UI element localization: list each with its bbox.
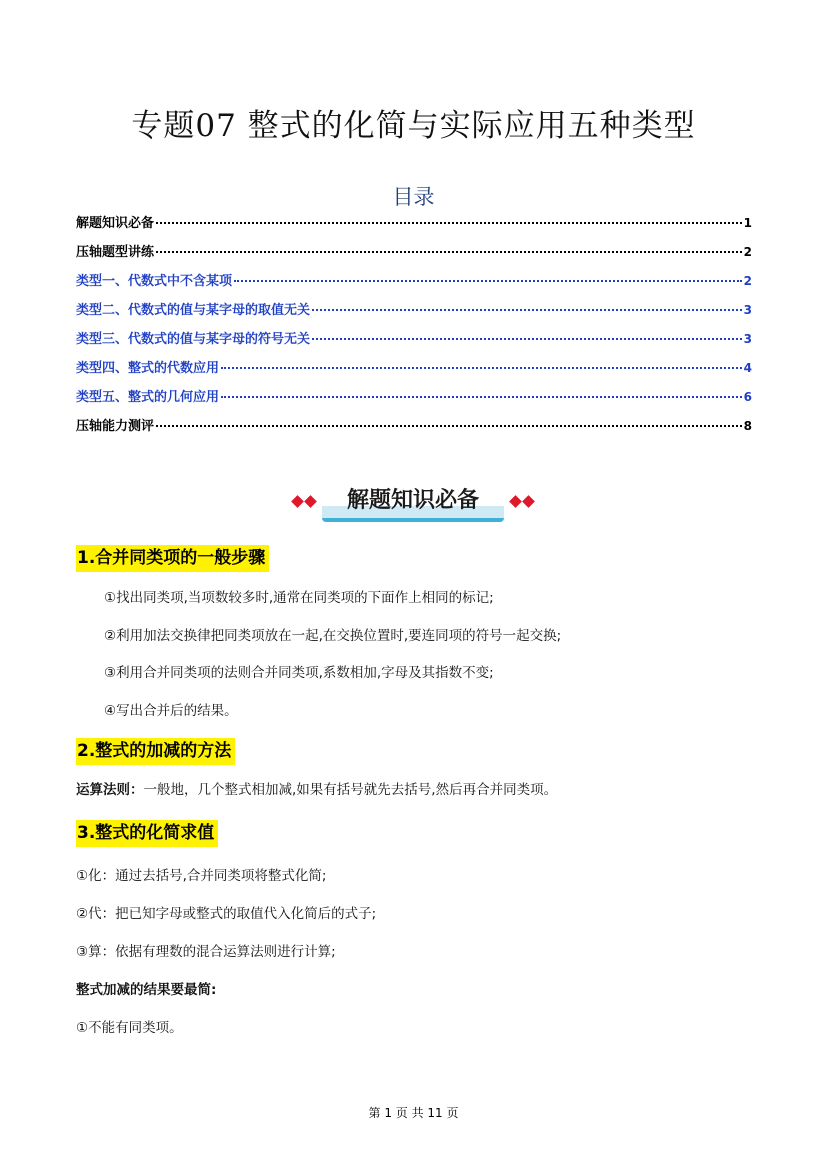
page-footer: 第 1 页 共 11 页 [368, 1106, 459, 1120]
toc-item-page: 4 [743, 361, 752, 375]
step-text: ①找出同类项,当项数较多时,通常在同类项的下面作上相同的标记; [104, 590, 494, 606]
toc-item-page: 2 [743, 274, 752, 288]
note-item: ①不能有同类项。 [76, 1020, 183, 1036]
toc-item-page: 8 [743, 419, 752, 433]
toc-item-page: 2 [743, 245, 752, 259]
note-label: 整式加减的结果要最简: [76, 982, 217, 998]
diamond-icon [522, 495, 535, 508]
toc-item-label: 类型三、代数式的值与某字母的符号无关 [76, 332, 311, 347]
section-heading-merge-like-terms: 1.合并同类项的一般步骤 [76, 545, 269, 572]
toc-leader-dots [221, 396, 742, 398]
diamond-icon [291, 495, 304, 508]
toc-leader-dots [312, 338, 742, 340]
toc-item[interactable] [76, 386, 752, 415]
toc-item-page: 1 [743, 216, 752, 230]
toc-leader-dots [156, 222, 742, 224]
rule-label: 运算法则： [76, 782, 144, 798]
rule-text: 一般地，几个整式相加减,如果有括号就先去括号,然后再合并同类项。 [143, 782, 558, 798]
step-text: ③算：依据有理数的混合运算法则进行计算; [76, 944, 336, 960]
diamond-icon [509, 495, 522, 508]
banner-title: 解题知识必备 [322, 486, 504, 522]
step-text: ②利用加法交换律把同类项放在一起,在交换位置时,要连同项的符号一起交换; [104, 628, 562, 644]
toc-item-page: 3 [743, 303, 752, 317]
toc-item[interactable] [76, 241, 752, 270]
step-text: ④写出合并后的结果。 [104, 703, 238, 719]
section-banner [0, 480, 827, 526]
toc-item-label: 压轴能力测评 [76, 419, 155, 434]
toc-item[interactable] [76, 299, 752, 328]
toc-item-page: 3 [743, 332, 752, 346]
toc-leader-dots [234, 280, 742, 282]
toc-item-label: 类型四、整式的代数应用 [76, 361, 220, 376]
toc-item-label: 压轴题型讲练 [76, 245, 155, 260]
toc-item-label: 类型二、代数式的值与某字母的取值无关 [76, 303, 311, 318]
step-text: ①化：通过去括号,合并同类项将整式化简; [76, 868, 327, 884]
toc-heading: 目录 [392, 185, 435, 209]
toc-leader-dots [221, 367, 742, 369]
diamond-icon [304, 495, 317, 508]
section-heading-add-subtract: 2.整式的加减的方法 [76, 738, 235, 765]
toc-leader-dots [312, 309, 742, 311]
toc-item[interactable] [76, 270, 752, 299]
rule-paragraph [76, 781, 557, 799]
toc-item[interactable] [76, 328, 752, 357]
toc-item-label: 类型五、整式的几何应用 [76, 390, 220, 405]
table-of-contents [76, 212, 752, 444]
section-heading-simplify-evaluate: 3.整式的化简求值 [76, 820, 218, 847]
toc-item[interactable] [76, 415, 752, 444]
toc-leader-dots [156, 425, 742, 427]
page-title: 专题07 整式的化简与实际应用五种类型 [131, 108, 696, 144]
toc-item-label: 解题知识必备 [76, 216, 155, 231]
toc-item[interactable] [76, 357, 752, 386]
toc-leader-dots [156, 251, 742, 253]
toc-item-page: 6 [743, 390, 752, 404]
step-text: ②代：把已知字母或整式的取值代入化简后的式子; [76, 906, 377, 922]
step-text: ③利用合并同类项的法则合并同类项,系数相加,字母及其指数不变; [104, 665, 494, 681]
toc-item[interactable] [76, 212, 752, 241]
toc-item-label: 类型一、代数式中不含某项 [76, 274, 233, 289]
